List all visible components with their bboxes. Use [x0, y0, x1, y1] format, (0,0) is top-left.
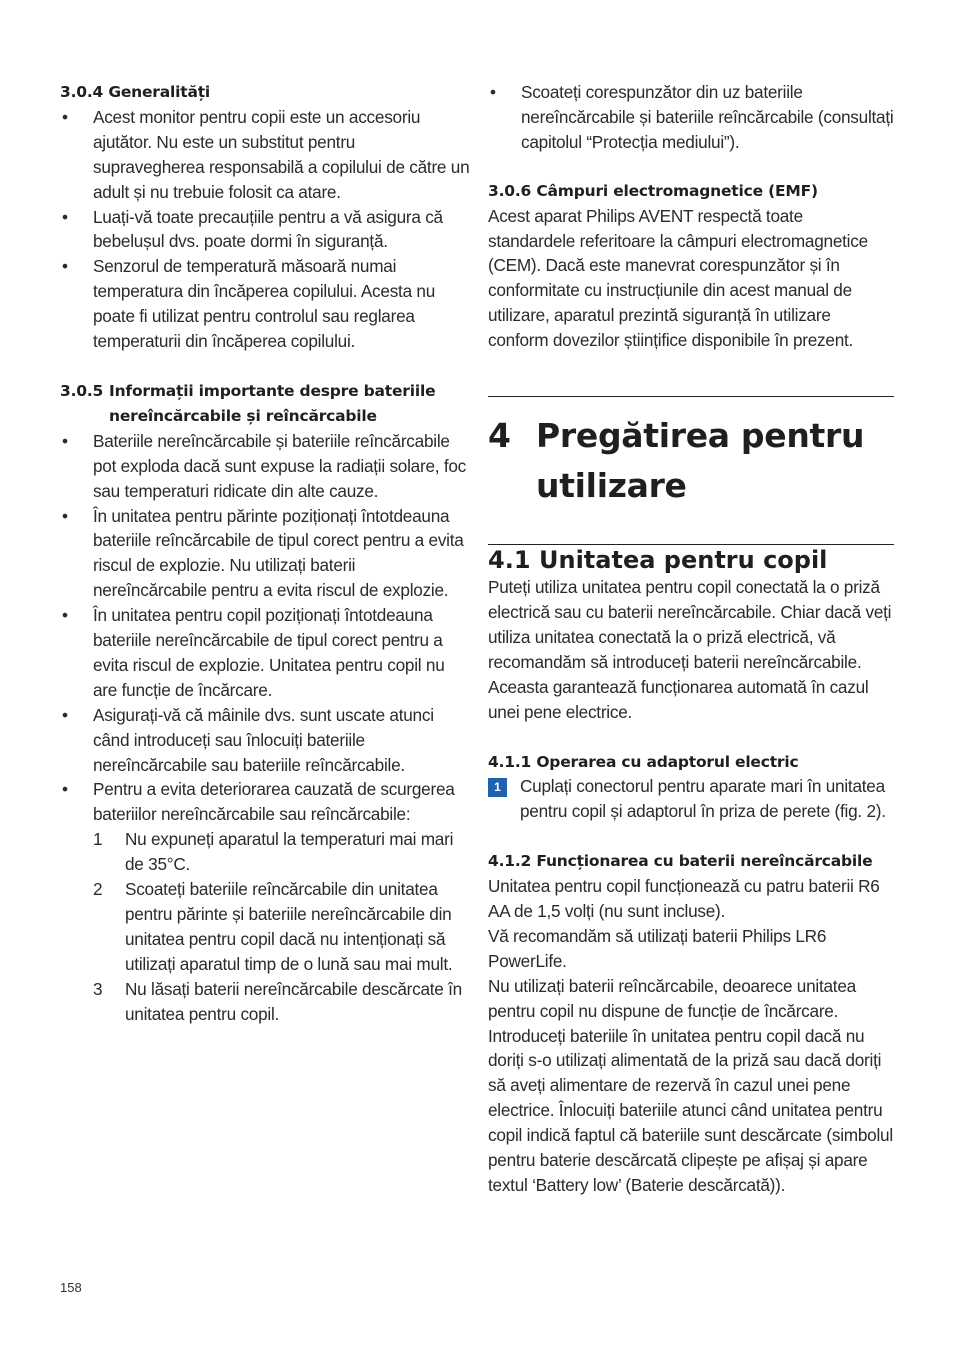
numbered-item: 3 Nu lăsați baterii nereîncărcabile descărcate în unitatea pentru copil. — [93, 978, 462, 1024]
list-item: • Scoateți corespunzător din uz bateriile nereîncărcabile și bateriile reîncărcabile (consultați capitolul “Protecția mediului”). — [490, 82, 894, 152]
step-number-badge: 1 — [488, 778, 507, 797]
heading-3-0-6: 3.0.6 Câmpuri electromagnetice (EMF) — [488, 181, 818, 200]
heading-3-0-4: 3.0.4 Generalități — [60, 83, 211, 101]
paragraph-4-1: Puteți utiliza unitatea pentru copil conectată la o priză electrică sau cu baterii nereîncărcabile. Chiar dacă veți utiliza unitatea conectată la o priză electrică, vă recomandăm să introduceți baterii nereîncărcabile. Aceasta garantează funcționarea automată în cazul unei pene electrice. — [488, 577, 892, 722]
list-item: • Luați-vă toate precauțiile pentru a vă asigura că bebelușul dvs. poate dormi în siguranță. — [62, 206, 443, 252]
chapter-divider — [488, 396, 894, 397]
heading-4-1-1: 4.1.1 Operarea cu adaptorul electric — [488, 752, 799, 771]
list-item: • Acest monitor pentru copii este un accesoriu ajutător. Nu este un substitut pentru supravegherea responsabilă a copilului de către un adult și nu trebuie folosit ca atare. — [62, 106, 470, 202]
chapter-4-title: 4 Pregătirea pentru utilizare — [488, 416, 865, 506]
list-item: • În unitatea pentru părinte poziționați întotdeauna bateriile reîncărcabile de tipul corect pentru a evita riscul de explozie. Nu utilizați baterii nereîncărcabile pentru a evita riscul de explozie. — [62, 505, 464, 601]
paragraph-emf: Acest aparat Philips AVENT respectă toate standardele referitoare la câmpuri electromagnetice (CEM). Dacă este manevrat corespunzător și în conformitate cu instrucțiunile din acest manual de utilizare, aparatul prezintă siguranță în utilizare conform dovezilor științifice disponibile în prezent. — [488, 205, 868, 351]
heading-4-1: 4.1 Unitatea pentru copil — [488, 546, 828, 575]
page-number: 158 — [60, 1280, 82, 1295]
numbered-item: 1 Nu expuneți aparatul la temperaturi mai mari de 35°C. — [93, 829, 454, 875]
right-column — [488, 80, 894, 1198]
left-column — [60, 80, 470, 1027]
paragraph-4-1-2-b: Vă recomandăm să utilizați baterii Philips LR6 PowerLife. — [488, 925, 827, 971]
step-item: 1 Cuplați conectorul pentru aparate mari în unitatea pentru copil și adaptorul în priza de perete (fig. 2). — [488, 774, 894, 824]
numbered-item: 2 Scoateți bateriile reîncărcabile din unitatea pentru părinte și bateriile nereîncărcabile din unitatea pentru copil dacă nu intenționați să utilizați aparatul timp de o lună sau mai mult. — [93, 879, 453, 974]
heading-3-0-5: 3.0.5 Informații importante despre bateriile nereîncărcabile și reîncărcabile — [60, 381, 436, 425]
heading-4-1-2: 4.1.2 Funcționarea cu baterii nereîncărcabile — [488, 852, 873, 871]
list-item: • Asigurați-vă că mâinile dvs. sunt uscate atunci când introduceți sau înlocuiți bateriile nereîncărcabile sau bateriile reîncărcabile. — [62, 704, 434, 775]
paragraph-4-1-2-a: Unitatea pentru copil funcționează cu patru baterii R6 AA de 1,5 volți (nu sunt incluse). — [488, 876, 880, 922]
paragraph-4-1-2-c: Nu utilizați baterii reîncărcabile, deoarece unitatea pentru copil nu dispune de funcție de încărcare. Introduceți bateriile în unitatea pentru copil dacă nu doriți s-o utilizați alimentată de la priză sau dacă doriți să aveți alimentare de rezervă în cazul unei pene electrice. Înlocuiți bateriile atunci când unitatea pentru copil indică faptul că bateriile sunt descărcate (simbolul pentru baterie descărcată clipește pe afișaj și apare textul ‘Battery low’ (Baterie descărcată)). — [488, 975, 893, 1195]
list-item: • Bateriile nereîncărcabile și bateriile reîncărcabile pot exploda dacă sunt expuse la radiații solare, foc sau temperaturi ridicate din alte cauze. — [62, 430, 467, 501]
list-item: • Pentru a evita deteriorarea cauzată de scurgerea bateriilor nereîncărcabile sau reîncărcabile: — [62, 779, 455, 825]
list-item: • În unitatea pentru copil poziționați întotdeauna bateriile nereîncărcabile de tipul corect pentru a evita riscul de explozie. Unitatea pentru copil nu are funcție de încărcare. — [62, 605, 445, 700]
list-item: • Senzorul de temperatură măsoară numai temperatura din încăperea copilului. Acesta nu poate fi utilizat pentru controlul sau reglarea temperaturii din încăperea copilului. — [62, 256, 436, 352]
